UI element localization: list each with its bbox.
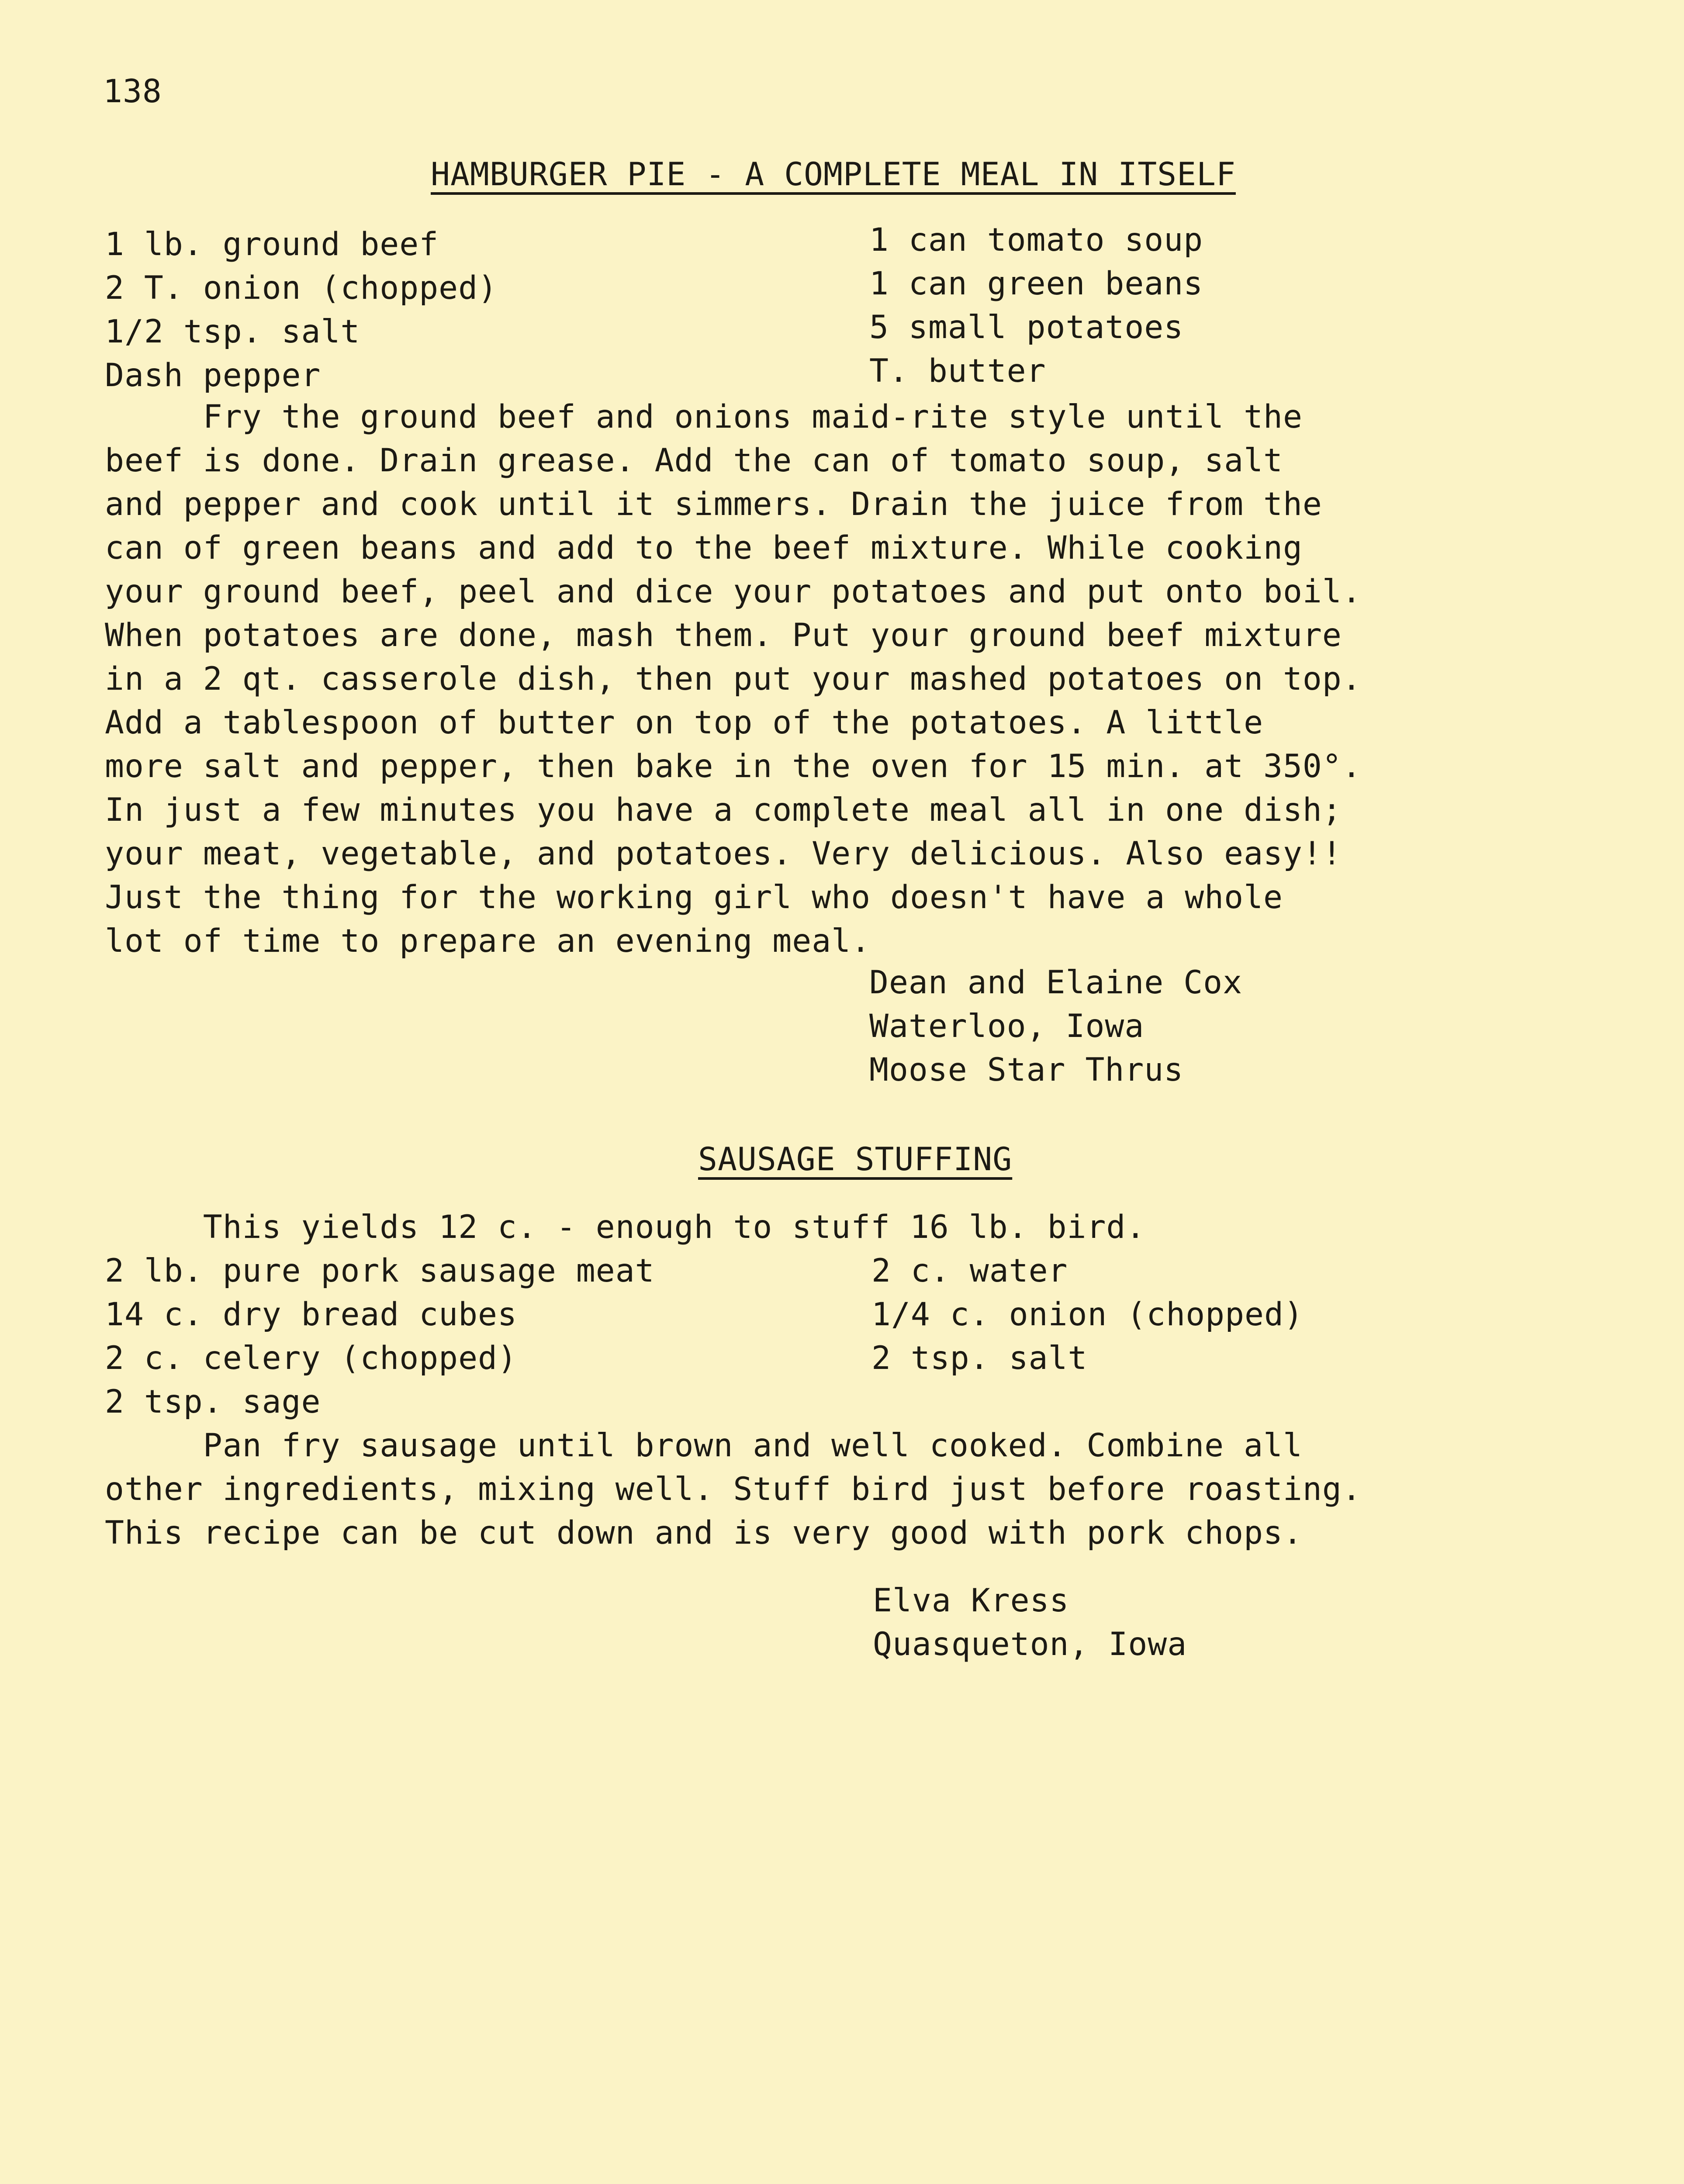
direction-line: beef is done. Drain grease. Add the can of tomato soup, salt <box>105 442 1283 479</box>
direction-line: other ingredients, mixing well. Stuff bird just before roasting. <box>105 1471 1362 1508</box>
direction-line: your meat, vegetable, and potatoes. Very delicious. Also easy!! <box>105 835 1342 872</box>
ingredient: 1 lb. ground beef <box>105 226 439 263</box>
ingredient: 14 c. dry bread cubes <box>105 1296 517 1333</box>
direction-line: your ground beef, peel and dice your potatoes and put onto boil. <box>105 573 1362 610</box>
direction-line: This recipe can be cut down and is very good with pork chops. <box>105 1514 1303 1552</box>
direction-line: can of green beans and add to the beef mixture. While cooking <box>105 529 1303 567</box>
ingredient: 2 T. onion (chopped) <box>105 270 498 307</box>
direction-line: and pepper and cook until it simmers. Drain the juice from the <box>105 486 1322 523</box>
author-name: Dean and Elaine Cox <box>869 964 1243 1001</box>
direction-line: Fry the ground beef and onions maid-rite style until the <box>105 398 1303 435</box>
direction-line: in a 2 qt. casserole dish, then put your mashed potatoes on top. <box>105 660 1362 698</box>
author-group: Moose Star Thrus <box>869 1051 1184 1089</box>
author-location: Quasqueton, Iowa <box>873 1626 1187 1663</box>
ingredient: 2 lb. pure pork sausage meat <box>105 1252 655 1289</box>
author-name: Elva Kress <box>873 1582 1069 1619</box>
ingredient: 2 tsp. salt <box>871 1340 1088 1377</box>
ingredient: 1 can green beans <box>869 265 1203 302</box>
recipe2-title: SAUSAGE STUFFING <box>698 1141 1013 1178</box>
ingredient: 1 can tomato soup <box>869 221 1203 259</box>
direction-line: Pan fry sausage until brown and well cooked. Combine all <box>105 1427 1303 1464</box>
ingredient: 2 tsp. sage <box>105 1383 321 1420</box>
direction-line: In just a few minutes you have a complete meal all in one dish; <box>105 791 1342 829</box>
ingredient: 1/4 c. onion (chopped) <box>871 1296 1304 1333</box>
ingredient: T. butter <box>869 352 1046 390</box>
direction-line: Just the thing for the working girl who doesn't have a whole <box>105 879 1283 916</box>
page-number: 138 <box>103 73 162 110</box>
direction-line: Add a tablespoon of butter on top of the potatoes. A little <box>105 704 1264 741</box>
recipe2-yield: This yields 12 c. - enough to stuff 16 lb. bird. <box>105 1209 1146 1246</box>
recipe1-title: HAMBURGER PIE - A COMPLETE MEAL IN ITSELF <box>431 156 1236 193</box>
ingredient: 5 small potatoes <box>869 309 1184 346</box>
direction-line: lot of time to prepare an evening meal. <box>105 923 871 960</box>
direction-line: When potatoes are done, mash them. Put your ground beef mixture <box>105 617 1342 654</box>
author-location: Waterloo, Iowa <box>869 1008 1145 1045</box>
ingredient: Dash pepper <box>105 357 321 394</box>
ingredient: 2 c. water <box>871 1252 1068 1289</box>
direction-line: more salt and pepper, then bake in the oven for 15 min. at 350°. <box>105 748 1362 785</box>
ingredient: 2 c. celery (chopped) <box>105 1340 517 1377</box>
ingredient: 1/2 tsp. salt <box>105 313 360 350</box>
